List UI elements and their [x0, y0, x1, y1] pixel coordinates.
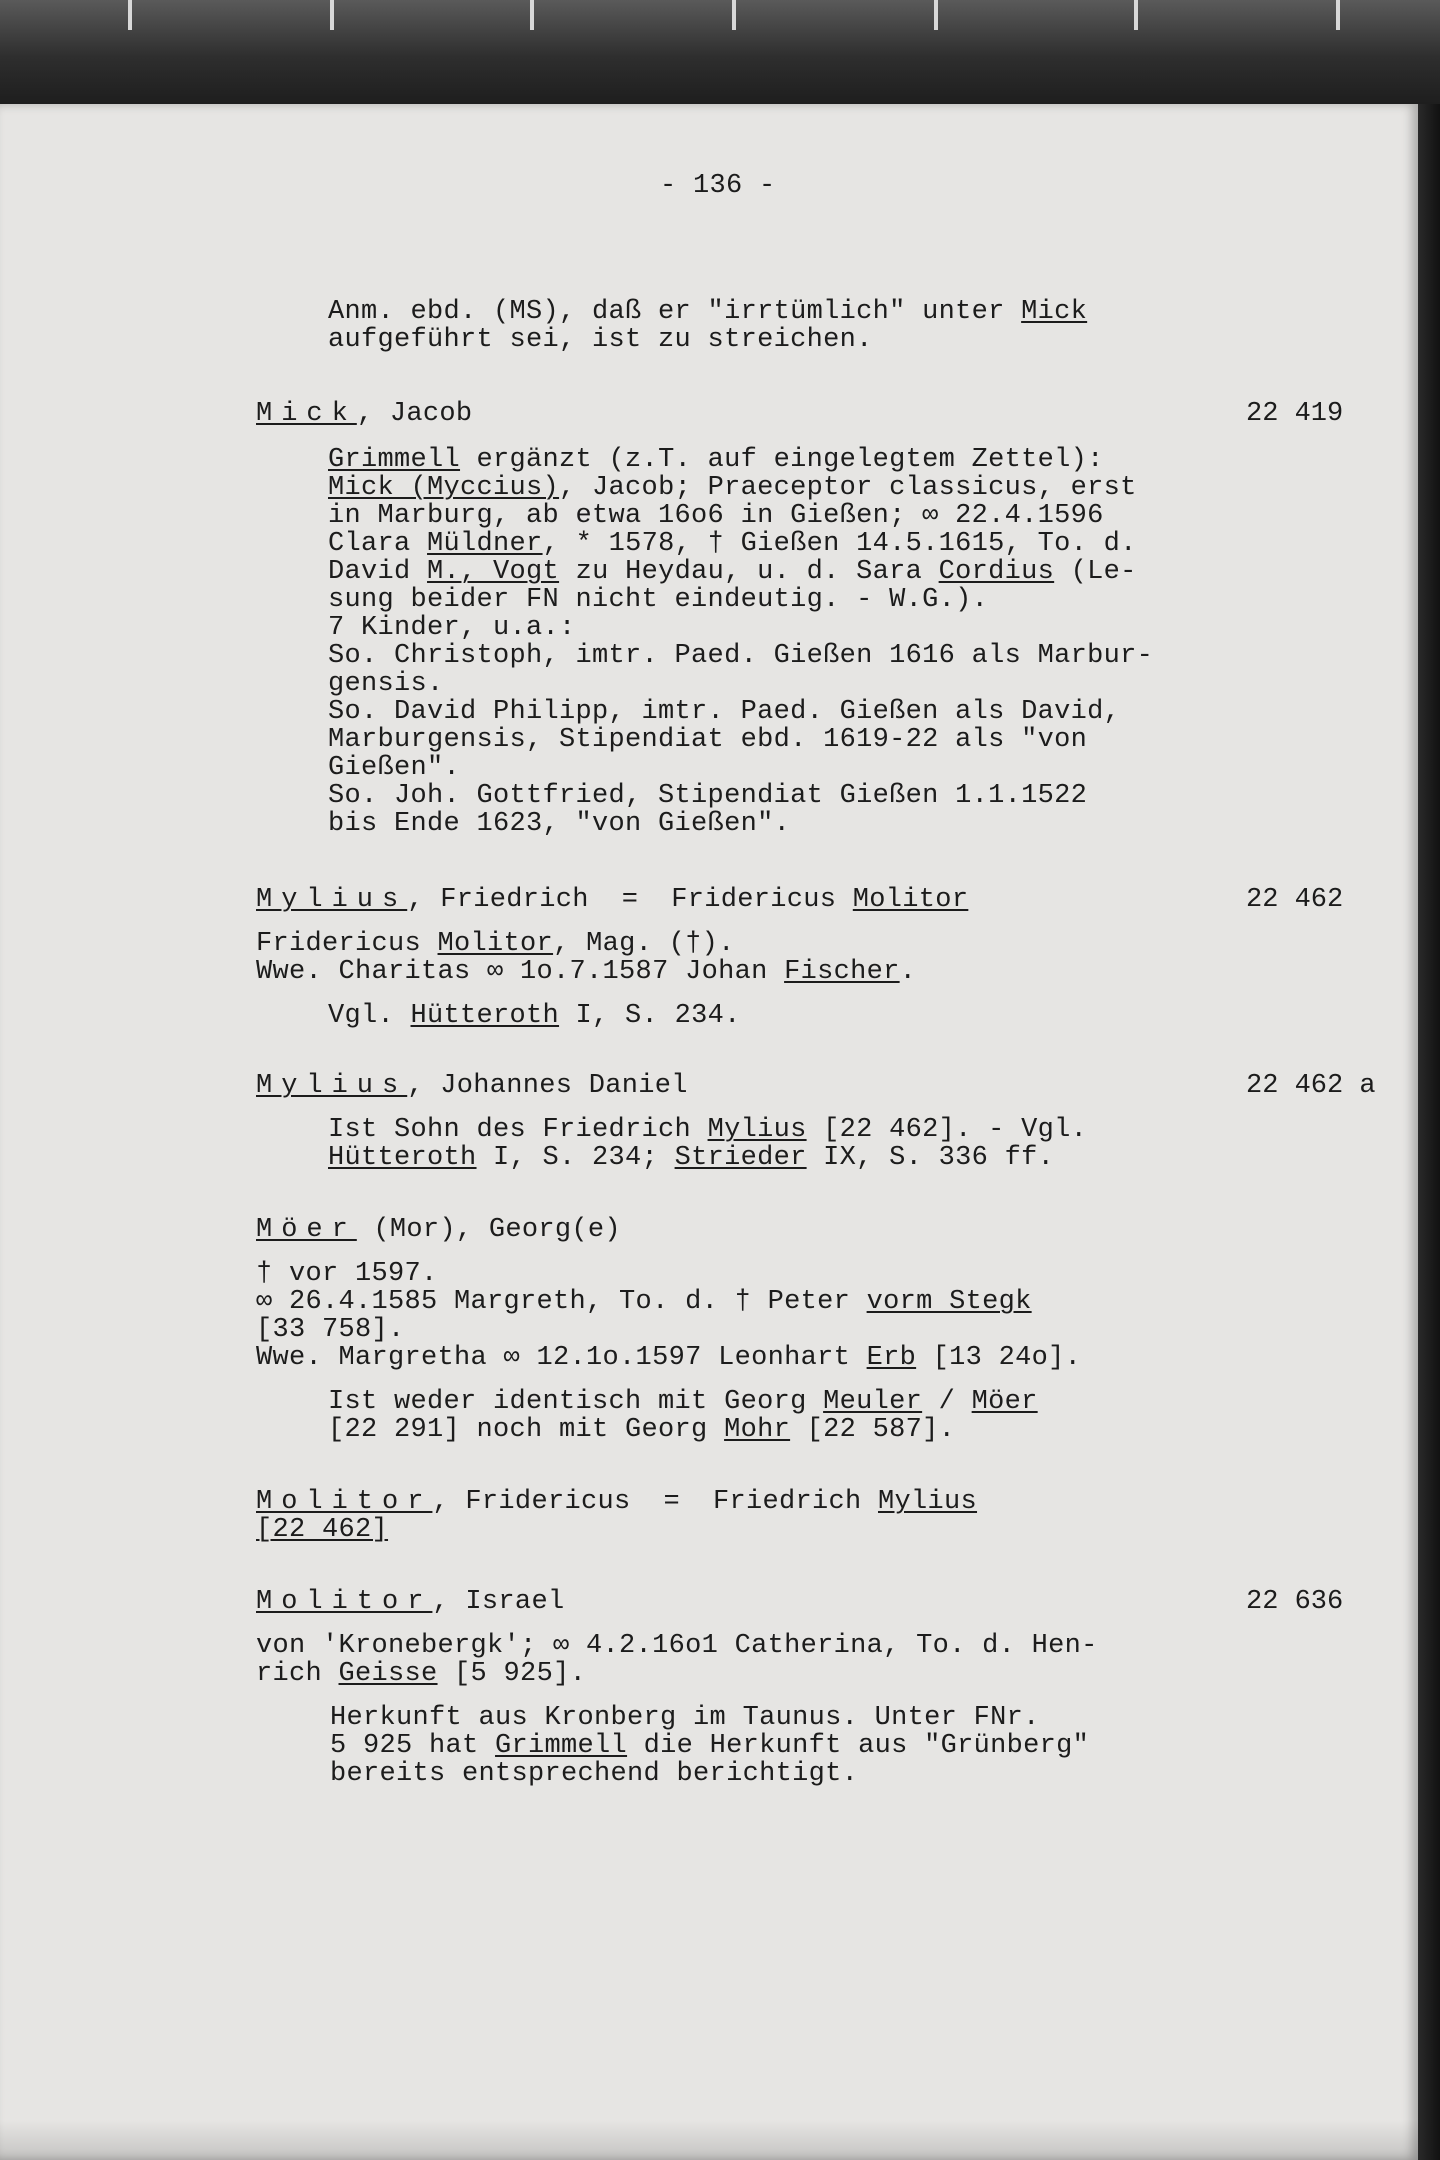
entry-note: [22 291] noch mit Georg Mohr [22 587].: [328, 1415, 956, 1445]
entry-line: So. Christoph, imtr. Paed. Gießen 1616 als Marbur-: [328, 641, 1154, 671]
intro-line-2: aufgeführt sei, ist zu streichen.: [328, 325, 873, 355]
entry-note: bereits entsprechend berichtigt.: [330, 1759, 859, 1789]
entry-line: [33 758].: [256, 1315, 405, 1345]
entry-heading-mick: Mick, Jacob: [256, 399, 473, 429]
entry-line: Marburgensis, Stipendiat ebd. 1619-22 als "von: [328, 725, 1088, 755]
page-right-edge: [1418, 104, 1440, 2160]
entry-number: 22 462: [1246, 885, 1344, 915]
entry-line: [22 462]: [256, 1515, 389, 1545]
entry-heading-moer: Möer (Mor), Georg(e): [256, 1215, 621, 1245]
entry-heading-molitor-fridericus: Molitor, Fridericus = Friedrich Mylius: [256, 1487, 978, 1517]
entry-line: Mick (Myccius), Jacob; Praeceptor classicus, erst: [328, 473, 1137, 503]
entry-line: von 'Kronebergk'; ∞ 4.2.16o1 Catherina, To. d. Hen-: [256, 1631, 1098, 1661]
entry-number: 22 419: [1246, 399, 1344, 429]
entry-line: sung beider FN nicht eindeutig. - W.G.).: [328, 585, 989, 615]
entry-line: Gießen".: [328, 753, 461, 783]
film-tick: [1336, 0, 1340, 30]
film-tick: [128, 0, 132, 30]
entry-line: Wwe. Charitas ∞ 1o.7.1587 Johan Fischer.: [256, 957, 917, 987]
film-tick: [330, 0, 334, 30]
entry-line: † vor 1597.: [256, 1259, 438, 1289]
entry-note: 5 925 hat Grimmell die Herkunft aus "Grünberg": [330, 1731, 1090, 1761]
entry-line: So. David Philipp, imtr. Paed. Gießen als David,: [328, 697, 1121, 727]
film-tick: [934, 0, 938, 30]
film-tick: [1134, 0, 1138, 30]
entry-line: Grimmell ergänzt (z.T. auf eingelegtem Zettel):: [328, 445, 1104, 475]
entry-line: 7 Kinder, u.a.:: [328, 613, 576, 643]
entry-line: Clara Müldner, * 1578, † Gießen 14.5.1615, To. d.: [328, 529, 1137, 559]
entry-heading-molitor-israel: Molitor, Israel: [256, 1587, 565, 1617]
intro-line-1: Anm. ebd. (MS), daß er "irrtümlich" unter Mick: [328, 297, 1088, 327]
page-shadow: [0, 2120, 1418, 2160]
entry-line: David M., Vogt zu Heydau, u. d. Sara Cordius (Le-: [328, 557, 1137, 587]
entry-line: bis Ende 1623, "von Gießen".: [328, 809, 791, 839]
entry-note: Ist weder identisch mit Georg Meuler / Möer: [328, 1387, 1038, 1417]
entry-line: rich Geisse [5 925].: [256, 1659, 587, 1689]
entry-number: 22 462 a: [1246, 1071, 1376, 1101]
film-strip-top: [0, 0, 1440, 104]
entry-note: Hütteroth I, S. 234; Strieder IX, S. 336 ff.: [328, 1143, 1055, 1173]
entry-line: Fridericus Molitor, Mag. (†).: [256, 929, 735, 959]
entry-note: Ist Sohn des Friedrich Mylius [22 462]. - Vgl.: [328, 1115, 1088, 1145]
entry-line: Wwe. Margretha ∞ 12.1o.1597 Leonhart Erb [13 24o].: [256, 1343, 1082, 1373]
entry-line: gensis.: [328, 669, 444, 699]
film-tick: [530, 0, 534, 30]
entry-heading-mylius-friedrich: Mylius, Friedrich = Fridericus Molitor: [256, 885, 969, 915]
entry-line: So. Joh. Gottfried, Stipendiat Gießen 1.1.1522: [328, 781, 1088, 811]
entry-line: ∞ 26.4.1585 Margreth, To. d. † Peter vorm Stegk: [256, 1287, 1032, 1317]
entry-heading-mylius-johannes: Mylius, Johannes Daniel: [256, 1071, 688, 1101]
entry-note: Herkunft aus Kronberg im Taunus. Unter FNr.: [330, 1703, 1040, 1733]
film-tick: [732, 0, 736, 30]
page-number: - 136 -: [660, 171, 776, 201]
entry-line: in Marburg, ab etwa 16o6 in Gießen; ∞ 22.4.1596: [328, 501, 1104, 531]
entry-note: Vgl. Hütteroth I, S. 234.: [328, 1001, 741, 1031]
entry-number: 22 636: [1246, 1587, 1344, 1617]
